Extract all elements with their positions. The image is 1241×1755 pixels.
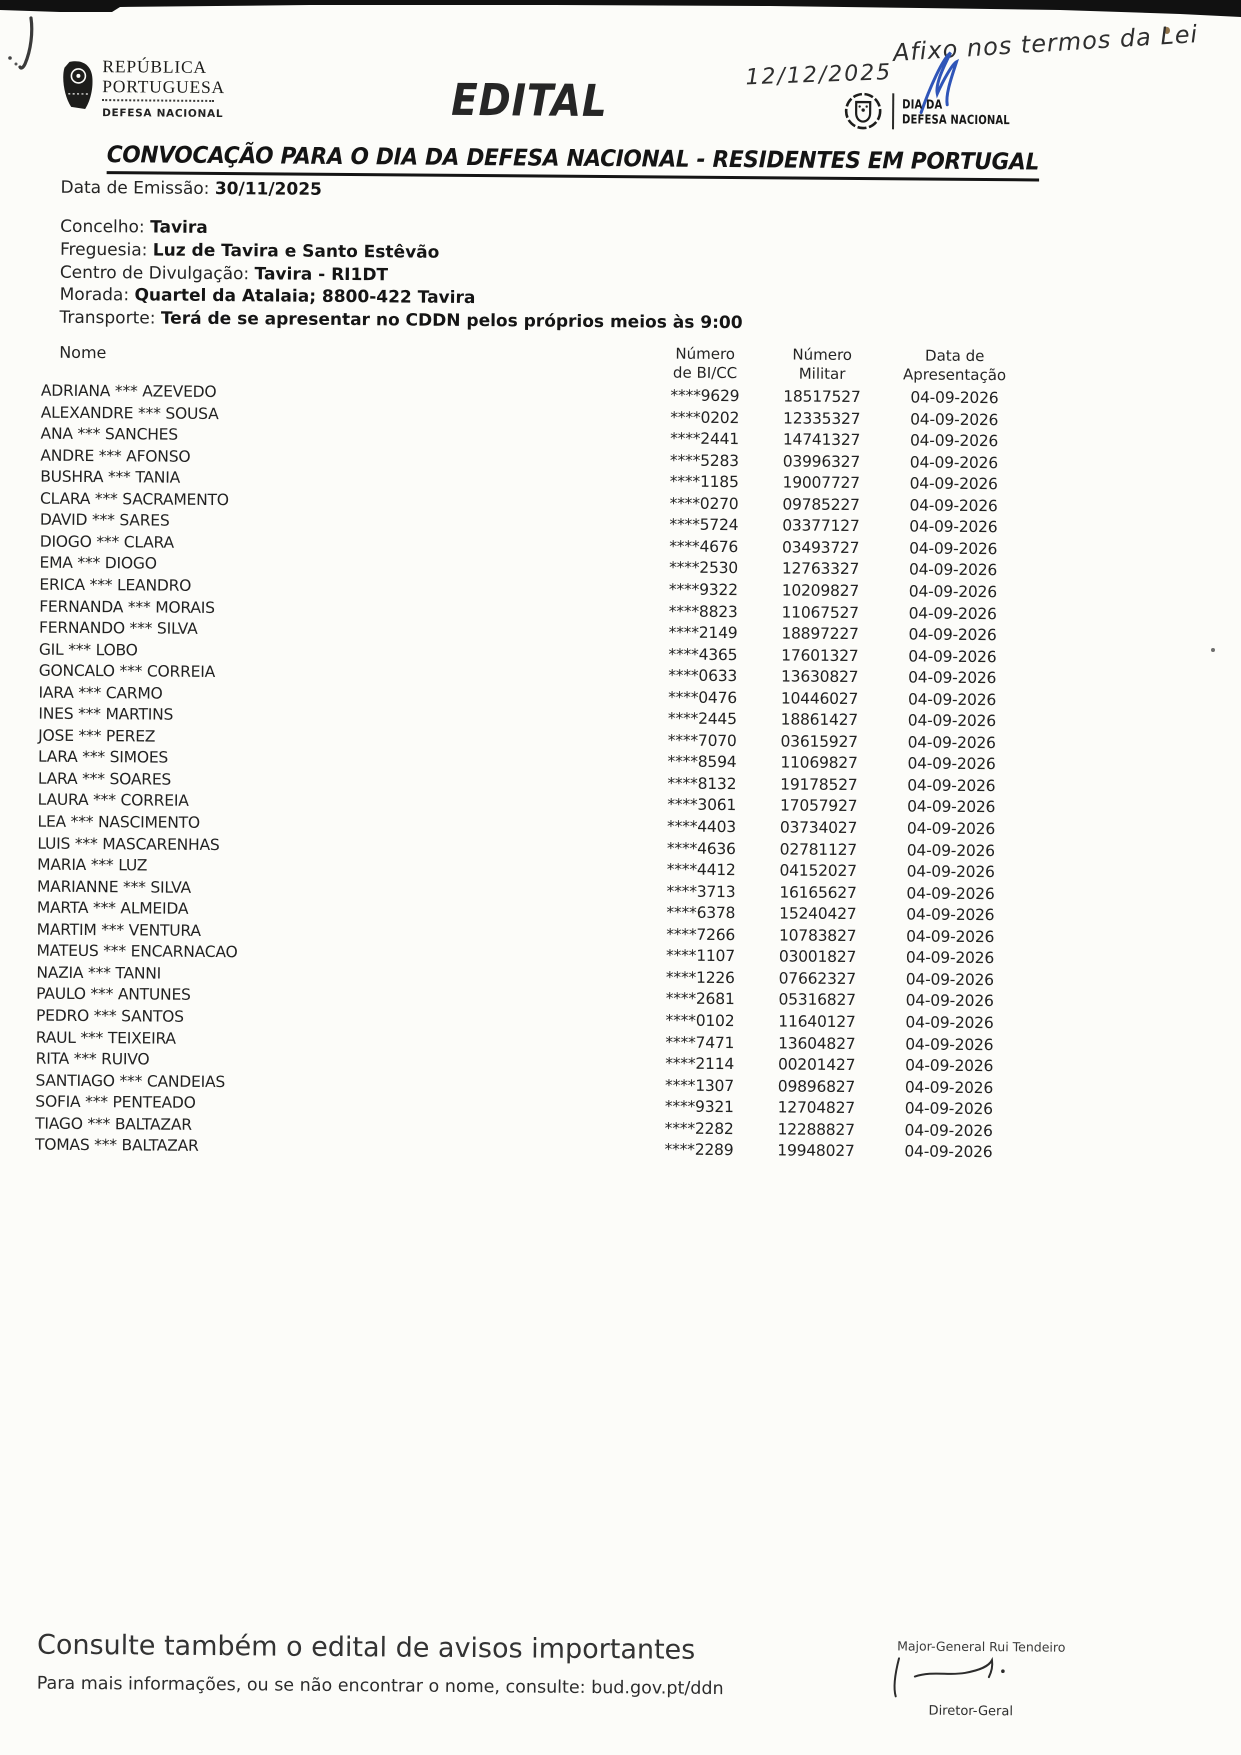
row-bicc: ****1226 [665,968,735,987]
row-bicc: ****4365 [668,645,738,664]
row-date: 04-09-2026 [909,517,998,537]
row-bicc: ****9321 [664,1097,734,1117]
concelho-value: Tavira [150,217,208,238]
row-date: 04-09-2026 [908,603,997,623]
row-name: ANA *** SANCHES [40,424,179,444]
row-militar: 13604827 [778,1033,856,1053]
signer-title: Diretor-Geral [928,1703,1014,1720]
row-date: 04-09-2026 [906,884,995,903]
row-bicc: ****2282 [664,1119,734,1138]
row-bicc: ****4636 [666,839,736,858]
row-bicc: ****8594 [667,752,737,772]
column-header-data [892,346,1017,384]
row-name: NAZIA *** TANNI [36,963,162,983]
row-bicc: ****2149 [668,623,738,643]
row-bicc: ****1107 [666,946,736,966]
row-bicc: ****4403 [667,817,737,837]
row-date: 04-09-2026 [905,948,995,968]
footer-more-info: Para mais informações, ou se não encontrar o nome, consulte: bud.gov.pt/ddn [36,1673,724,1700]
row-militar: 11640127 [778,1012,856,1031]
row-bicc: ****6378 [666,903,736,923]
row-militar: 03377127 [782,516,860,536]
row-date: 04-09-2026 [907,797,996,817]
row-name: ALEXANDRE *** SOUSA [40,403,219,423]
row-date: 04-09-2026 [905,970,994,989]
row-name: CLARA *** SACRAMENTO [40,489,229,509]
row-date: 04-09-2026 [909,474,998,494]
row-name: JOSE *** PEREZ [38,726,156,746]
row-name: SOFIA *** PENTEADO [35,1092,196,1113]
row-name: DAVID *** SARES [39,510,170,530]
row-name: TIAGO *** BALTAZAR [35,1114,192,1134]
column-header-militar-line1: Número [792,345,853,364]
row-date: 04-09-2026 [906,927,995,946]
row-date: 04-09-2026 [904,1078,994,1097]
row-bicc: ****9322 [668,580,738,600]
row-bicc: ****1185 [669,472,739,492]
row-date: 04-09-2026 [910,410,999,429]
row-name: EMA *** DIOGO [39,554,157,573]
convocation-table [0,381,1238,1162]
row-date: 04-09-2026 [909,539,998,558]
emission-label: Data de Emissão: [60,177,210,199]
row-bicc: ****0476 [668,688,738,707]
row-militar: 11069827 [780,753,858,773]
row-name: MARIA *** LUZ [37,855,148,875]
row-militar: 03996327 [782,452,861,471]
row-militar: 09785227 [782,495,860,514]
row-date: 04-09-2026 [908,582,997,602]
gov-logo-text [102,56,225,120]
row-bicc: ****2114 [665,1054,735,1074]
row-militar: 17057927 [779,796,858,816]
ddn-emblem-icon [842,90,884,132]
emission-date-line [60,178,322,200]
row-date: 04-09-2026 [906,819,996,839]
row-militar: 12288827 [777,1120,855,1139]
row-date: 04-09-2026 [905,991,994,1011]
row-militar: 02781127 [779,839,858,859]
row-name: DIOGO *** CLARA [39,532,174,552]
row-bicc: ****3061 [667,795,737,815]
row-date: 04-09-2026 [906,840,995,860]
row-militar: 19948027 [777,1141,855,1161]
row-date: 04-09-2026 [906,905,995,925]
column-header-data-line2: Apresentação [902,364,1007,384]
row-name: ADRIANA *** AZEVEDO [40,381,217,402]
row-militar: 18861427 [780,710,859,730]
row-date: 04-09-2026 [906,862,995,882]
ddn-logo-line2: DEFESA NACIONAL [902,111,1010,128]
row-militar: 03001827 [778,947,857,967]
row-date: 04-09-2026 [910,388,999,408]
column-header-bicc-line2: de BI/CC [672,363,738,382]
row-name: GONCALO *** CORREIA [38,661,216,682]
freguesia-value: Luz de Tavira e Santo Estêvão [152,240,440,263]
row-bicc: ****4412 [666,860,736,880]
concelho-label: Concelho: [60,216,145,238]
row-date: 04-09-2026 [905,1034,994,1054]
row-militar: 12704827 [777,1098,856,1118]
ddn-logo-divider [892,93,894,129]
column-header-militar [767,345,877,383]
row-militar: 12335327 [783,409,861,428]
ddn-logo-line1: DIA DA [902,96,943,112]
row-bicc: ****2441 [670,429,740,449]
gov-logo-line2: PORTUGUESA [102,76,226,98]
row-bicc: ****7266 [666,925,736,944]
row-name: INES *** MARTINS [38,704,174,724]
row-militar: 10446027 [780,689,859,708]
row-militar: 00201427 [777,1055,856,1075]
row-bicc: ****5283 [669,451,739,470]
row-bicc: ****0633 [668,666,738,686]
morada-value: Quartel da Atalaia; 8800-422 Tavira [134,285,476,309]
row-bicc: ****2289 [664,1140,734,1160]
morada-label: Morada: [59,285,130,306]
row-militar: 18897227 [781,624,859,644]
handwritten-date: 12/12/2025 [745,60,893,91]
gov-logo-line1: REPÚBLICA [102,56,207,77]
row-name: MATEUS *** ENCARNACAO [36,941,238,962]
row-bicc: ****0102 [665,1011,735,1031]
row-bicc: ****2445 [667,709,737,729]
ddn-logo-text [902,96,1010,127]
handwritten-note: Afixo nos termos da Lei [892,20,1199,67]
row-date: 04-09-2026 [909,431,999,451]
row-date: 04-09-2026 [905,1056,994,1076]
document-title: CONVOCAÇÃO PARA O DIA DA DEFESA NACIONAL - RESIDENTES EM PORTUGAL [107,142,1039,181]
row-name: LEA *** NASCIMENTO [37,812,201,832]
row-bicc: ****8823 [668,602,738,621]
row-name: RAUL *** TEIXEIRA [35,1028,176,1048]
row-date: 04-09-2026 [908,560,998,580]
row-bicc: ****8132 [667,774,737,793]
row-name: FERNANDA *** MORAIS [39,597,215,617]
row-militar: 15240427 [779,904,857,924]
row-name: FERNANDO *** SILVA [38,618,198,638]
info-block [59,216,743,335]
row-militar: 19178527 [780,775,858,794]
row-name: LAURA *** CORREIA [37,791,189,811]
row-militar: 10783827 [778,926,857,945]
row-date: 04-09-2026 [908,647,997,666]
row-militar: 11067527 [781,602,859,622]
row-date: 04-09-2026 [907,733,996,752]
row-militar: 03493727 [781,538,860,557]
row-militar: 05316827 [778,990,856,1010]
row-name: RITA *** RUIVO [35,1049,150,1069]
row-militar: 03734027 [779,818,858,838]
gov-logo-subtitle: DEFESA NACIONAL [102,107,224,121]
row-militar: 10209827 [781,581,860,600]
signer-name: Major-General Rui Tendeiro [897,1638,1066,1655]
row-date: 04-09-2026 [904,1142,993,1162]
row-name: PAULO *** ANTUNES [36,984,191,1005]
row-militar: 03615927 [780,732,858,751]
row-bicc: ****7471 [665,1033,735,1052]
row-militar: 14741327 [782,430,861,450]
column-header-bicc [645,344,765,382]
ddn-logo [842,90,1037,134]
row-name: GIL *** LOBO [38,640,138,659]
row-militar: 12763327 [781,559,860,579]
row-date: 04-09-2026 [904,1121,993,1140]
row-date: 04-09-2026 [908,625,997,645]
column-header-bicc-line1: Número [675,344,736,364]
row-name: IARA *** CARMO [38,683,163,703]
row-bicc: ****5724 [669,515,739,535]
column-header-nome: Nome [59,342,107,363]
row-date: 04-09-2026 [907,754,996,774]
transporte-label: Transporte: [59,307,156,329]
row-name: BUSHRA *** TANIA [40,467,181,487]
row-bicc: ****0270 [669,494,739,513]
column-header-militar-line2: Militar [798,364,846,383]
row-militar: 16165627 [779,883,857,902]
row-name: MARTIM *** VENTURA [36,920,201,940]
row-militar: 07662327 [778,969,857,988]
row-bicc: ****2530 [669,558,739,578]
row-date: 04-09-2026 [909,496,998,515]
column-header-data-line1: Data de [924,346,985,366]
row-name: MARTA *** ALMEIDA [36,898,189,918]
row-name: PEDRO *** SANTOS [35,1006,184,1026]
row-date: 04-09-2026 [907,711,996,731]
emission-value: 30/11/2025 [214,178,322,200]
transporte-value: Terá de se apresentar no CDDN pelos próprios meios às 9:00 [160,308,743,334]
row-name: ANDRE *** AFONSO [40,446,191,466]
row-name: MARIANNE *** SILVA [36,877,192,897]
row-name: SANTIAGO *** CANDEIAS [35,1071,226,1091]
centro-value: Tavira - RI1DT [254,263,389,285]
row-name: LUIS *** MASCARENHAS [37,834,220,854]
director-signature [887,1654,1027,1701]
row-militar: 09896827 [777,1077,856,1096]
row-date: 04-09-2026 [909,453,999,472]
row-bicc: ****4676 [669,537,739,556]
transporte-line [59,307,742,335]
row-bicc: ****0202 [670,408,740,427]
republica-portuguesa-logo [61,60,95,116]
republica-emblem-icon [61,60,95,112]
row-date: 04-09-2026 [905,1013,994,1033]
row-date: 04-09-2026 [908,668,997,688]
row-bicc: ****7070 [667,731,737,750]
row-militar: 19007727 [782,473,860,493]
row-bicc: ****3713 [666,882,736,901]
row-date: 04-09-2026 [907,776,996,796]
row-militar: 04152027 [779,861,857,881]
row-name: ERICA *** LEANDRO [39,575,192,595]
row-bicc: ****2681 [665,989,735,1009]
centro-label: Centro de Divulgação: [59,262,250,284]
row-date: 04-09-2026 [904,1099,993,1119]
row-name: LARA *** SOARES [37,769,172,789]
gov-logo-divider [102,99,214,102]
row-name: LARA *** SIMOES [37,747,169,767]
row-militar: 17601327 [781,646,859,665]
row-militar: 18517527 [783,387,861,407]
row-bicc: ****1307 [664,1076,734,1095]
row-date: 04-09-2026 [907,690,997,709]
freguesia-label: Freguesia: [59,239,148,261]
edital-heading: EDITAL [451,74,608,128]
row-militar: 13630827 [780,667,859,687]
footer-notice: Consulte também o edital de avisos importantes [36,1629,696,1666]
row-bicc: ****9629 [670,386,740,406]
row-name: TOMAS *** BALTAZAR [34,1135,199,1156]
